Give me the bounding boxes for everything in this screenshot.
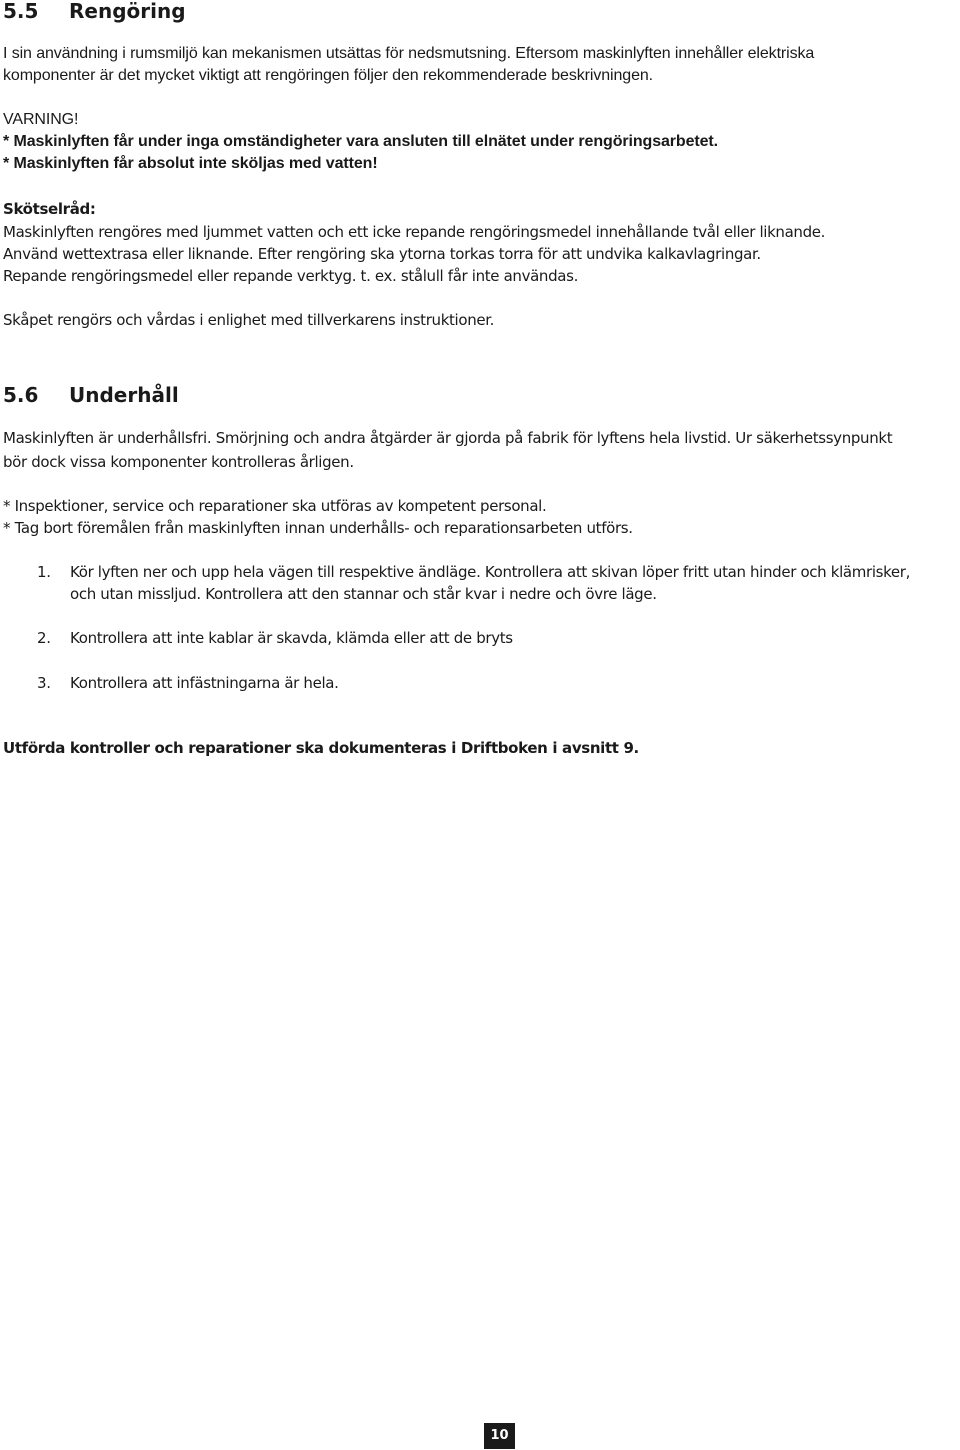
step-text-line-1: Kontrollera att infästningarna är hela.	[70, 674, 339, 692]
section-title: Rengöring	[69, 0, 186, 23]
care-line-1: Maskinlyften rengöres med ljummet vatten och ett icke repande rengöringsmedel innehållande tvål eller liknande.	[3, 223, 826, 241]
section-number: 5.5	[3, 0, 39, 23]
step-2	[0, 629, 960, 651]
warning-line-1: * Maskinlyften får under inga omständigheter vara ansluten till elnätet under rengöringsarbetet.	[3, 133, 718, 150]
warning-line-2: * Maskinlyften får absolut inte sköljas med vatten!	[3, 155, 378, 172]
section-heading-underhall	[3, 384, 403, 406]
section-heading-rengoring	[3, 0, 403, 22]
step-1	[0, 563, 960, 607]
care-label: Skötselråd:	[3, 200, 96, 218]
care-line-2: Använd wettextrasa eller liknande. Efter rengöring ska ytorna torkas torra för att undvika kalkavlagringar.	[3, 245, 761, 263]
maintenance-line-1: Maskinlyften är underhållsfri. Smörjning och andra åtgärder är gjorda på fabrik för lyftens hela livstid. Ur säkerhetssynpunkt	[3, 429, 893, 447]
step-text-line-2: och utan missljud. Kontrollera att den stannar och står kvar i nedre och övre läge.	[70, 585, 657, 603]
section-title: Underhåll	[69, 383, 179, 407]
maintenance-line-2: bör dock vissa komponenter kontrolleras årligen.	[3, 453, 354, 471]
intro-line-2: komponenter är det mycket viktigt att rengöringen följer den rekommenderade beskrivningen.	[3, 67, 654, 84]
step-number: 3.	[37, 674, 51, 692]
cabinet-line: Skåpet rengörs och vårdas i enlighet med tillverkarens instruktioner.	[3, 311, 495, 329]
closing-statement: Utförda kontroller och reparationer ska dokumenteras i Driftboken i avsnitt 9.	[3, 739, 639, 757]
section-number: 5.6	[3, 383, 39, 407]
step-text-line-1: Kör lyften ner och upp hela vägen till respektive ändläge. Kontrollera att skivan löper fritt utan hinder och klämrisker,	[70, 563, 911, 581]
note-line-1: * Inspektioner, service och reparationer ska utföras av kompetent personal.	[3, 497, 547, 515]
page-number: 10	[484, 1423, 515, 1449]
step-3	[0, 674, 960, 696]
step-text-line-1: Kontrollera att inte kablar är skavda, klämda eller att de bryts	[70, 629, 513, 647]
step-number: 1.	[37, 563, 51, 581]
warning-label: VARNING!	[3, 111, 79, 128]
care-line-3: Repande rengöringsmedel eller repande verktyg. t. ex. stålull får inte användas.	[3, 267, 578, 285]
intro-line-1: I sin användning i rumsmiljö kan mekanismen utsättas för nedsmutsning. Eftersom maskinlyften innehåller elektriska	[3, 45, 815, 62]
note-line-2: * Tag bort föremålen från maskinlyften innan underhålls- och reparationsarbeten utförs.	[3, 519, 633, 537]
step-number: 2.	[37, 629, 51, 647]
